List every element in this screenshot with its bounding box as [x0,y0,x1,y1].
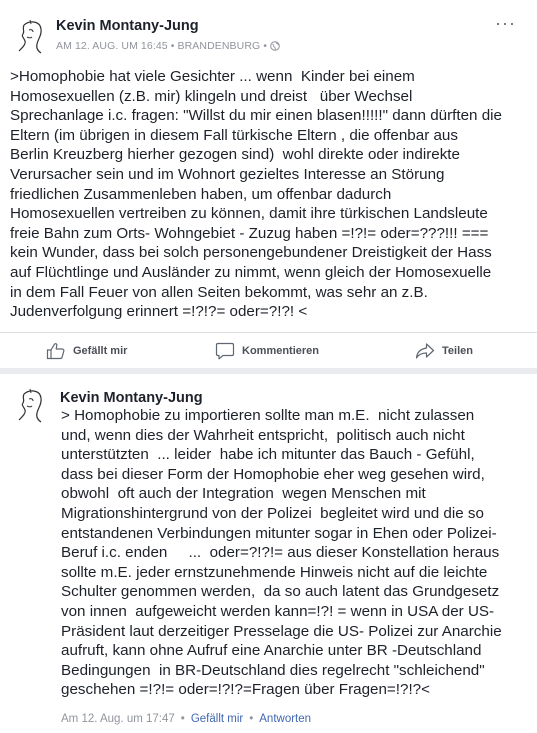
post-text: >Homophobie hat viele Gesichter ... wenn Kinder bei einem Homosexuellen (z.B. mir) klingeln und dreist über Wechsel Sprechanlage i.c. fragen: "Willst du mir einen blasen!!!!!" dann dürften die Eltern (im übrigen in diesem Fall türkische Eltern , die offenbar aus Berlin Kreuzberg hierher gezogen sind) wohl direkte oder indirekte Verursacher sein und im Wohnort gezieltes Interesse an Störung friedlichen Zusammenleben haben, um offenbar dadurch Homosexuellen vertreiben zu können, damit ihre türkischen Landsleute freie Bahn zum Orts- Wohngebiet - Zuzug haben =!?!= oder=???!!! === kein Wunder, dass bei solch personengebundener Dreistigkeit der Hass auf Flüchtlinge und Ausländer zu nimmt, wenn gleich der Homosexuelle in dem Fall Feuer von allen Seiten bekommt, was sehr an z.B. Judenverfolgung erinnert =!?!?= oder=?!?! < [10,68,502,321]
like-button[interactable] [46,342,127,360]
globe-icon [270,41,280,51]
section-divider [0,368,537,374]
comment-text: > Homophobie zu importieren sollte man m.E. nicht zulassen und, wenn dies der Wahrheit entspricht, politisch auch nicht unterstützten ... leider habe ich mitunter das Bauch - Gefühl, dass bei dieser Form der Homophobie eher weg gesehen wird, obwohl oft auch der Integration wegen Menschen mit Migrationshintergrund von der Polizei begleitet wird und die so entstandenen Verbindungen mitunter sogar in Ehen oder Polizei- Beruf i.c. enden ... oder=?!?!= aus dieser Konstellation heraus sollte m.E. jeder ernstzunehmende Hinweis nicht auf die leichte Schulter genommen werden, da so auch latent das Grundgesetz von innen aufgeweicht werden kann=!?! = wenn in USA der US- Präsident laut derzeitiger Presselage die US- Polizei zur Anarchie aufruft, kann ohne Aufruf eine Anarchie unter BR -Deutschland Bedingungen in BR-Deutschland dies regelrecht "schleichend" geschehen =!?!= oder=!?!?=Fragen über Fragen=!?!?< [61,407,502,699]
comment-bubble-icon [215,342,235,360]
post-actions-bar [0,332,537,369]
share-button[interactable] [415,342,473,360]
comment-meta [61,713,311,725]
avatar[interactable] [10,17,48,55]
meta-separator: • [249,713,254,725]
comment-author[interactable]: Kevin Montany-Jung [60,390,203,406]
post-meta [56,40,280,52]
thumbs-up-icon [46,342,66,360]
avatar-sketch-icon [10,386,48,424]
comment-label: Kommentieren [242,345,320,357]
comment-avatar[interactable] [10,386,48,424]
post-author[interactable]: Kevin Montany-Jung [56,18,199,34]
comment-button[interactable] [215,342,319,360]
meta-separator: • [263,40,268,52]
more-options-button[interactable]: ··· [495,13,516,33]
comment-reply-link[interactable]: Antworten [259,713,312,725]
comment-like-link[interactable]: Gefällt mir [190,713,244,725]
post-timestamp[interactable]: AM 12. AUG. UM 16:45 [56,40,168,52]
share-arrow-icon [415,342,435,360]
like-label: Gefällt mir [73,345,128,357]
meta-separator: • [180,713,185,725]
post-location[interactable]: BRANDENBURG [177,40,261,52]
share-label: Teilen [442,345,473,357]
avatar-sketch-icon [10,17,48,55]
comment-timestamp[interactable]: Am 12. Aug. um 17:47 [61,713,175,725]
meta-separator: • [170,40,175,52]
